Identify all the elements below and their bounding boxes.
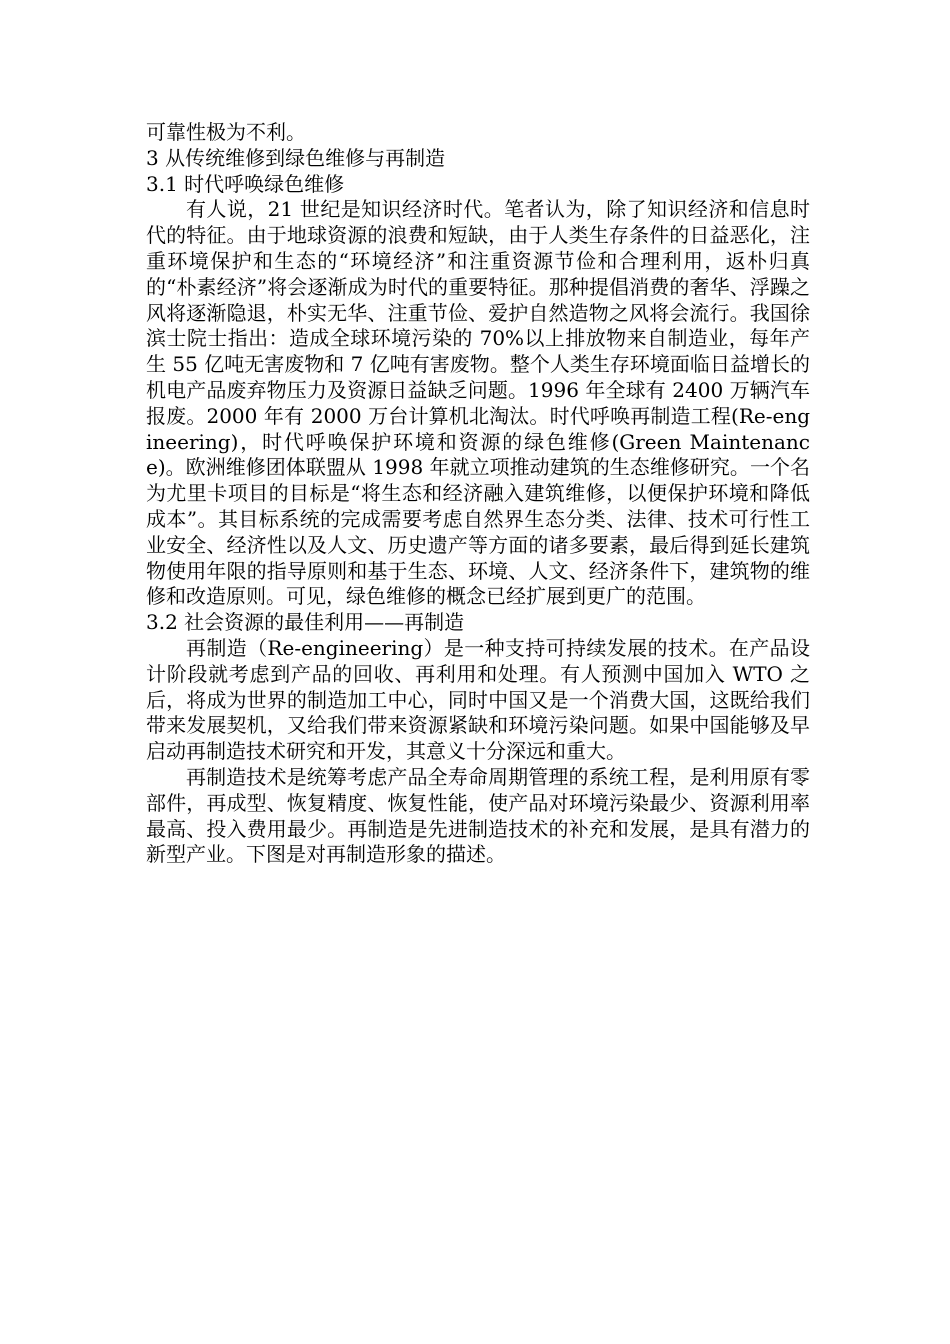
section-3-2-paragraph-1: 再制造（Re-engineering）是一种支持可持续发展的技术。在产品设计阶段就考虑到产品的回收、再利用和处理。有人预测中国加入 WTO 之后，将成为世界的制造加工中心，同时中国又是一个消费大国，这既给我们带来发展契机，又给我们带来资源紧缺和环境污染问题。如果中国能够及早启动再制造技术研究和开发，其意义十分深远和重大。 <box>146 635 810 764</box>
section-3-2-paragraph-2: 再制造技术是统筹考虑产品全寿命周期管理的系统工程，是利用原有零部件，再成型、恢复精度、恢复性能，使产品对环境污染最少、资源利用率最高、投入费用最少。再制造是先进制造技术的补充和发展，是具有潜力的新型产业。下图是对再制造形象的描述。 <box>146 764 810 867</box>
section-3-2-heading: 3.2 社会资源的最佳利用——再制造 <box>146 610 465 635</box>
document-page <box>146 120 810 868</box>
opening-fragment: 可靠性极为不利。 <box>146 120 306 144</box>
section-3-1-heading: 3.1 时代呼唤绿色维修 <box>146 171 345 196</box>
section-3-1-paragraph: 有人说，21 世纪是知识经济时代。笔者认为，除了知识经济和信息时代的特征。由于地球资源的浪费和短缺，由于人类生存条件的日益恶化，注重环境保护和生态的“环境经济”和注重资源节俭和合理利用，返朴归真的“朴素经济”将会逐渐成为时代的重要特征。那种提倡消费的奢华、浮躁之风将逐渐隐退，朴实无华、注重节俭、爱护自然造物之风将会流行。我国徐滨士院士指出：造成全球环境污染的 70%以上排放物来自制造业，每年产生 55 亿吨无害废物和 7 亿吨有害废物。整个人类生存环境面临日益增长的机电产品废弃物压力及资源日益缺乏问题。1996 年全球有 2400 万辆汽车报废。2000 年有 2000 万台计算机北淘汰。时代呼唤再制造工程(Re-engineering)，时代呼唤保护环境和资源的绿色维修(Green Maintenance)。欧洲维修团体联盟从 1998 年就立项推动建筑的生态维修研究。一个名为尤里卡项目的目标是“将生态和经济融入建筑维修，以便保护环境和降低成本”。其目标系统的完成需要考虑自然界生态分类、法律、技术可行性工业安全、经济性以及人文、历史遗产等方面的诸多要素，最后得到延长建筑物使用年限的指导原则和基于生态、环境、人文、经济条件下，建筑物的维修和改造原则。可见，绿色维修的概念已经扩展到更广的范围。 <box>146 197 810 609</box>
section-3-heading: 3 从传统维修到绿色维修与再制造 <box>146 145 446 170</box>
